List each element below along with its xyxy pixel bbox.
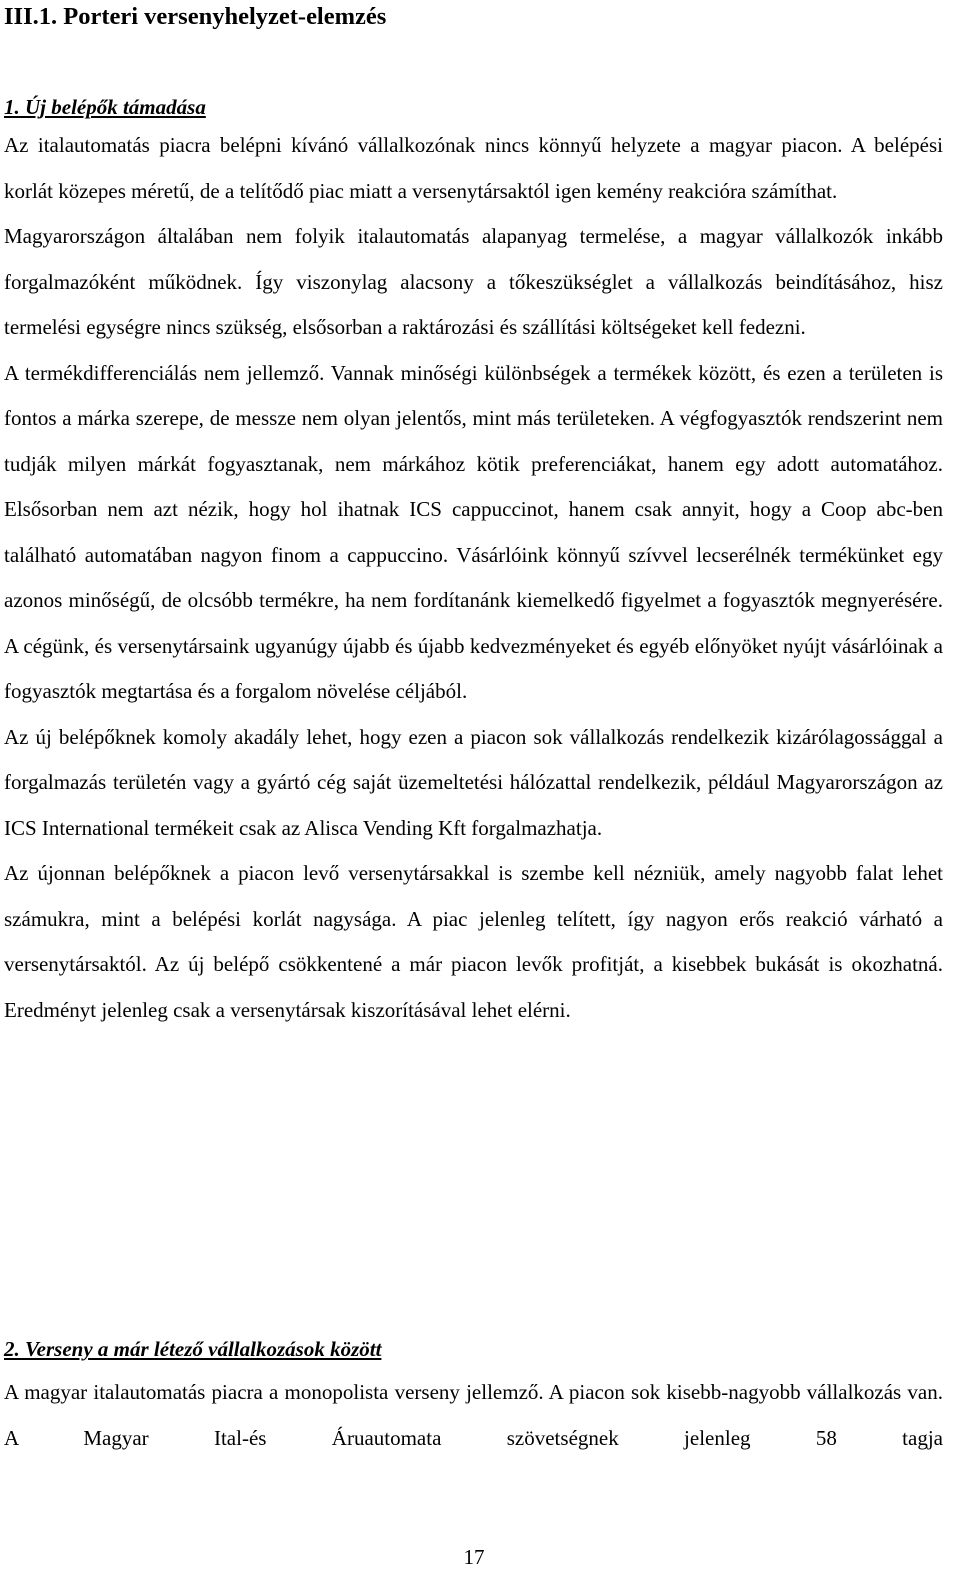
- paragraph: Magyarországon általában nem folyik italautomatás alapanyag termelése, a magyar vállalkozók inkább forgalmazóként működnek. Így viszonylag alacsony a tőkeszükséglet a vállalkozás beindításához, hisz termelési egységre nincs szükség, elsősorban a raktározási és szállítási költségeket kell fedezni.: [4, 224, 943, 339]
- page-number: 17: [463, 1545, 485, 1569]
- section-heading-new-entrants: 1. Új belépők támadása: [4, 95, 206, 119]
- section-body-existing-competition: [4, 1370, 943, 1461]
- paragraph: Az új belépőknek komoly akadály lehet, hogy ezen a piacon sok vállalkozás rendelkezik kizárólagossággal a forgalmazás területén vagy a gyártó cég saját üzemeltetési hálózattal rendelkezik, például Magyarországon az ICS International termékeit csak az Alisca Vending Kft forgalmazhatja.: [4, 724, 943, 840]
- section-body-new-entrants: [4, 123, 943, 1033]
- paragraph: Az újonnan belépőknek a piacon levő versenytársakkal is szembe kell nézniük, amely nagyobb falat lehet számukra, mint a belépési korlát nagysága. A piac jelenleg telített, így nagyon erős reakció várható a versenytársaktól. Az új belépő csökkentené a már piacon levők profitját, a kisebbek bukását is okozhatná. Eredményt jelenleg csak a versenytársak kiszorításával lehet elérni.: [4, 861, 943, 1022]
- page-title: III.1. Porteri versenyhelyzet-elemzés: [4, 3, 387, 30]
- paragraph: Az italautomatás piacra belépni kívánó vállalkozónak nincs könnyű helyzete a magyar piacon. A belépési korlát közepes méretű, de a telítődő piac miatt a versenytársaktól igen kemény reakcióra számíthat.: [4, 133, 943, 203]
- paragraph: A termékdifferenciálás nem jellemző. Vannak minőségi különbségek a termékek között, és ezen a területen is fontos a márka szerepe, de messze nem olyan jelentős, mint más területeken. A végfogyasztók rendszerint nem tudják milyen márkát fogyasztanak, nem márkához kötik preferenciákat, hanem egy adott automatához. Elsősorban nem azt nézik, hogy hol ihatnak ICS cappuccinot, hanem csak annyit, hogy a Coop abc-ben található automatában nagyon finom a cappuccino. Vásárlóink könnyű szívvel lecserélnék termékünket egy azonos minőségű, de olcsóbb termékre, ha nem fordítanánk kiemelkedő figyelmet a fogyasztók megnyerésére. A cégünk, és versenytársaink ugyanúgy újabb és újabb kedvezményeket és egyéb előnyöket nyújt vásárlóinak a fogyasztók megtartása és a forgalom növelése céljából.: [4, 360, 943, 703]
- section-heading-existing-competition: 2. Verseny a már létező vállalkozások között: [4, 1337, 382, 1361]
- paragraph: A magyar italautomatás piacra a monopolista verseny jellemző. A piacon sok kisebb-nagyobb vállalkozás van. A Magyar Ital-és Áruautomata szövetségnek jelenleg 58 tagja: [4, 1380, 943, 1450]
